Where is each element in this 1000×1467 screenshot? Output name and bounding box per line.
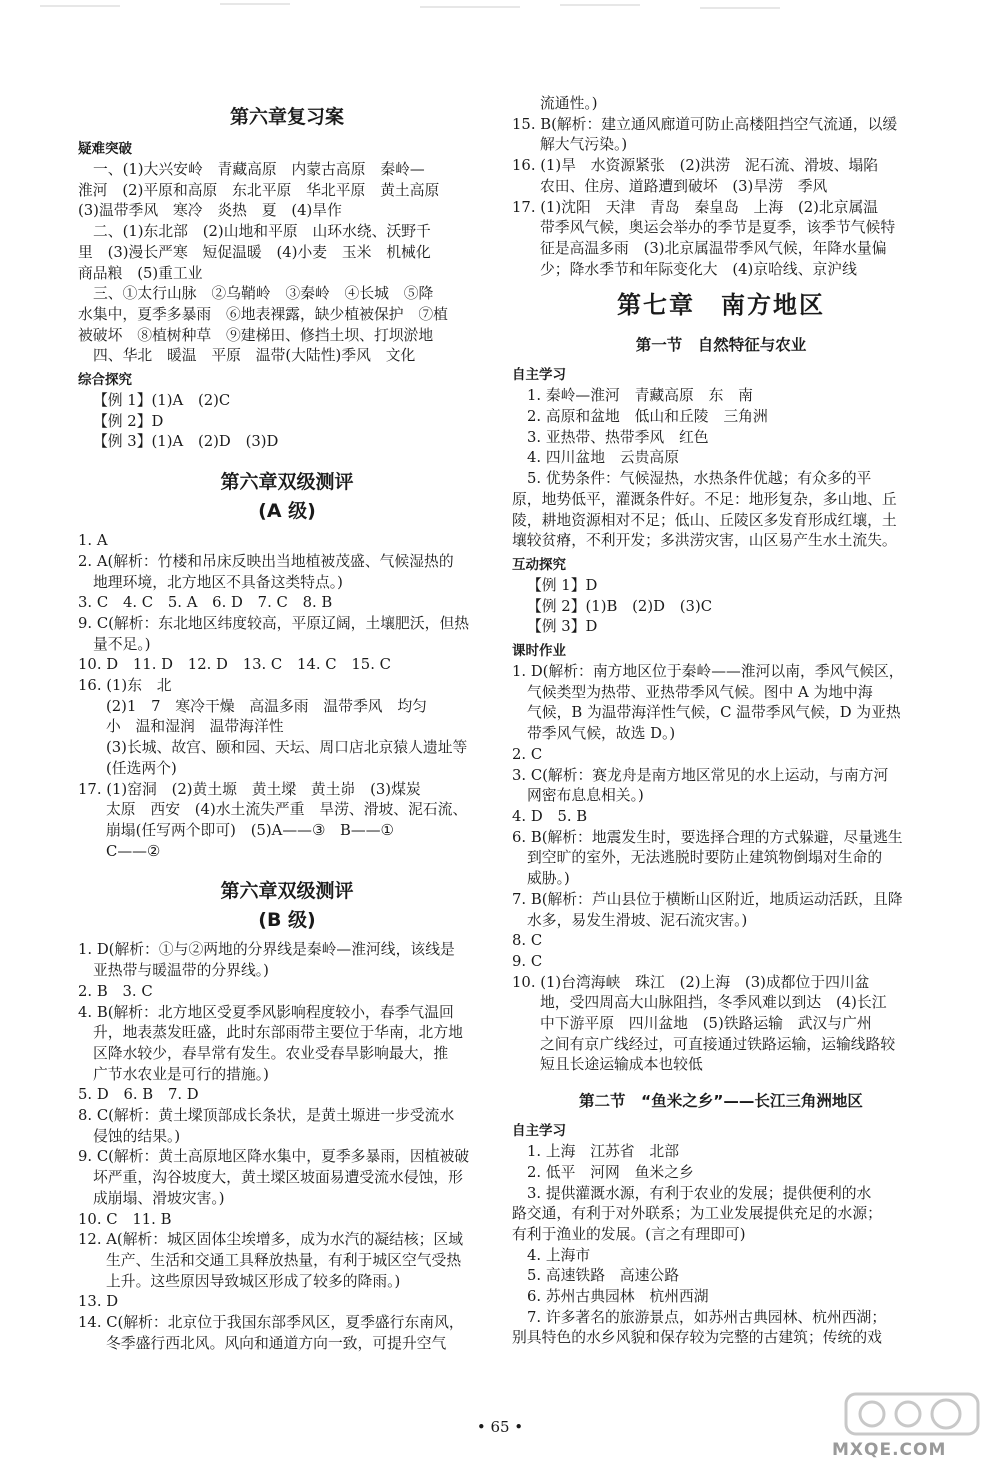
answer-line: 9. C(解析：东北地区纬度较高，平原辽阔，土壤肥沃，但热 [78,614,470,632]
answer-line: 亚热带与暖温带的分界线。) [93,962,269,980]
answer-line: 威胁。) [527,870,570,888]
example-answer: 【例 1】(1)A (2)C [93,392,231,410]
example-answer: 【例 2】D [93,412,164,430]
answer-line: 征是高温多雨 (3)北京属温带季风气候，年降水量偏 [540,239,887,257]
chapter-title: 第七章 南方地区 [617,291,825,320]
answer-line: 一、(1)大兴安岭 青藏高原 内蒙古高原 秦岭— [93,161,425,178]
answer-line: 5. 高速铁路 高速公路 [527,1267,679,1285]
watermark-text: MXQE.COM [832,1440,947,1460]
answer-line: 7. 许多著名的旅游景点，如苏州古典园林、杭州西湖； [527,1308,887,1326]
answer-line: 10. D 11. D 12. D 13. C 14. C 15. C [78,656,391,674]
answer-line: 水集中，夏季多暴雨 ⑥地表裸露，缺少植被保护 ⑦植 [78,305,448,323]
answer-line: 9. C(解析：黄土高原地区降水集中，夏季多暴雨，因植被破 [78,1148,470,1166]
answer-line: 5. D 6. B 7. D [78,1086,199,1104]
section-label-self-study: 自主学习 [512,1123,566,1140]
page-number: • 65 • [476,1418,524,1436]
answer-line: 2. 低平 河网 鱼米之乡 [527,1163,694,1181]
answer-line: 10. (1)台湾海峡 珠江 (2)上海 (3)成都位于四川盆 [512,973,870,991]
answer-line: 商品粮 (5)重工业 [78,264,203,282]
section-label-interactive: 互动探究 [512,556,566,573]
answer-line: 农田、住房、道路遭到破坏 (3)旱涝 季风 [540,177,828,195]
answer-line: 2. C [512,745,543,763]
answer-line: (3)温带季风 寒冷 炎热 夏 (4)旱作 [78,202,342,220]
answer-line: 解大气污染。) [540,136,628,154]
answer-line: 冬季盛行西北风。风向和通道方向一致，可提升空气 [106,1334,447,1352]
answer-line: 四、华北 暖温 平原 温带(大陆性)季风 文化 [93,347,416,365]
right-column [512,94,930,1349]
answer-line: 带季风气候，奥运会举办的季节是夏季，该季节气候特 [540,219,896,237]
answer-line: 路交通，有利于对外联系；为工业发展提供充足的水源； [512,1205,882,1223]
answer-line: 之间有京广线经过，可直接通过铁路运输，运输线路较 [540,1035,896,1053]
answer-line: 升，地表蒸发旺盛，此时东部雨带主要位于华南，北方地 [93,1024,463,1042]
answer-line: 6. 苏州古典园林 杭州西湖 [527,1288,709,1306]
answer-line: 4. D 5. B [512,807,588,825]
answer-line: 带季风气候，故选 D。) [527,725,676,743]
answer-line: 4. 四川盆地 云贵高原 [527,449,679,467]
example-answer: 【例 2】(1)B (2)D (3)C [527,597,713,615]
answer-line: 小 温和湿润 温带海洋性 [106,718,284,736]
answer-line: 7. B(解析：芦山县位于横断山区附近，地质运动活跃，且降 [512,890,903,908]
answer-line: 量不足。) [93,635,151,653]
answer-line: 生产、生活和交通工具释放热量，有利于城区空气受热 [106,1251,462,1269]
answer-line: 水多，易发生滑坡、泥石流灾害。) [527,911,748,929]
answer-line: C——② [106,842,161,860]
answer-line: 陵，耕地资源相对不足；低山、丘陵区多发育形成红壤，土 [512,511,897,529]
answer-line: 3. 亚热带、热带季风 红色 [527,428,709,446]
answer-line: 3. C(解析：赛龙舟是南方地区常见的水上运动，与南方河 [512,766,889,784]
section-label-homework: 课时作业 [512,643,566,660]
answer-line: 坏严重，沟谷坡度大，黄土墚区坡面易遭受流水侵蚀，形 [93,1169,463,1187]
answer-line: (任选两个) [106,759,177,777]
answer-line: 区降水较少，春旱常有发生。农业受春旱影响最大，推 [93,1044,449,1062]
answer-line: 16. (1)旱 水资源紧张 (2)洪涝 泥石流、滑坡、塌陷 [512,157,879,175]
answer-line: 1. 秦岭—淮河 青藏高原 东 南 [527,387,753,405]
answer-line: 4. 上海市 [527,1246,591,1264]
answer-line: 15. B(解析：建立通风廊道可防止高楼阻挡空气流通，以缓 [512,115,898,133]
answer-line: 1. 上海 江苏省 北部 [527,1143,679,1161]
answer-line: 崩塌(任写两个即可) (5)A——③ B——① [106,821,394,839]
answer-line: 上升。这些原因导致城区形成了较多的降雨。) [106,1272,401,1290]
section-label-integrated: 综合探究 [78,372,132,389]
answer-line: 3. C 4. C 5. A 6. D 7. C 8. B [78,594,333,612]
example-answer: 【例 3】D [527,618,598,636]
answer-line: 成崩塌、滑坡灾害。) [93,1189,225,1207]
answer-line: 少；降水季节和年际变化大 (4)京哈线、京沪线 [540,260,857,278]
answer-line: 地，受四周高大山脉阻挡，冬季风难以到达 (4)长江 [540,994,887,1012]
answer-line: 壤较贫瘠，不利开发；多洪涝灾害，山区易产生水土流失。 [512,532,897,550]
answer-line: 14. C(解析：北京位于我国东部季风区，夏季盛行东南风， [78,1314,464,1332]
answer-line: 气候，B 为温带海洋性气候，C 温带季风气候，D 为亚热 [527,704,901,722]
answer-line: 淮河 (2)平原和高原 东北平原 华北平原 黄土高原 [78,181,440,199]
answer-line: 里 (3)漫长严寒 短促温暖 (4)小麦 玉米 机械化 [78,243,431,261]
answer-line: 被破坏 ⑧植树种草 ⑨建梯田、修挡土坝、打坝淤地 [78,326,434,344]
answer-line: 1. D(解析：①与②两地的分界线是秦岭—淮河线，该线是 [78,941,455,959]
top-scan-marks [0,0,1000,14]
answer-line: (3)长城、故宫、颐和园、天坛、周口店北京猿人遗址等 [106,739,468,757]
answer-line: 6. B(解析：地震发生时，要选择合理的方式躲避，尽量逃生 [512,828,903,846]
section-label-difficulties: 疑难突破 [78,141,132,157]
example-answer: 【例 1】D [527,576,598,594]
answer-line: 2. B 3. C [78,982,153,1000]
answer-line: 中下游平原 四川盆地 (5)铁路运输 武汉与广州 [540,1015,872,1033]
answer-line: 原，地势低平，灌溉条件好。不足：地形复杂，多山地、丘 [512,490,897,508]
test-b-title: 第六章双级测评 [220,880,354,903]
answer-line: 10. C 11. B [78,1210,172,1228]
answer-line: 8. C [512,932,543,950]
answer-line: 3. 提供灌溉水源，有利于农业的发展；提供便利的水 [527,1184,872,1202]
left-column [78,96,496,1354]
answer-line: 16. (1)东 北 [78,677,172,695]
answer-line: 1. D(解析：南方地区位于秦岭——淮河以南，季风气候区， [512,663,904,681]
section-label-self-study: 自主学习 [512,367,566,384]
answer-line: 4. B(解析：北方地区受夏季风影响程度较小，春季气温回 [78,1003,454,1021]
section-title-1: 第一节 自然特征与农业 [635,336,807,355]
answer-line: 广节水农业是可行的措施。) [93,1065,269,1083]
test-b-level: (B 级) [258,909,316,932]
answer-line: 1. A [78,532,108,550]
answer-line: 12. A(解析：城区固体尘埃增多，成为水汽的凝结核；区域 [78,1231,464,1249]
answer-line: 气候类型为热带、亚热带季风气候。图中 A 为地中海 [527,683,873,701]
review-title: 第六章复习案 [229,106,344,128]
answer-line: 到空旷的室外，无法逃脱时要防止建筑物倒塌对生命的 [527,849,883,867]
section-title-2: 第二节 “鱼米之乡”——长江三角洲地区 [579,1092,863,1111]
answer-line: 别具特色的水乡风貌和保存较为完整的古建筑；传统的戏 [512,1329,882,1347]
answer-line: 网密布息息相关。) [527,787,644,805]
test-a-title: 第六章双级测评 [220,471,354,494]
answer-line: 侵蚀的结果。) [93,1127,181,1145]
answer-line: 8. C(解析：黄土墚顶部成长条状，是黄土塬进一步受流水 [78,1107,455,1125]
answer-line: 2. 高原和盆地 低山和丘陵 三角洲 [527,408,768,426]
answer-line: 太原 西安 (4)水土流失严重 旱涝、滑坡、泥石流、 [106,801,468,819]
test-a-level: (A 级) [258,500,316,523]
answer-line: 流通性。) [540,95,598,112]
example-answer: 【例 3】(1)A (2)D (3)D [93,433,279,451]
answer-line: 二、(1)东北部 (2)山地和平原 山环水绕、沃野千 [93,223,431,241]
answer-line: 地理环境，北方地区不具备这类特点。) [93,573,343,591]
answer-line: 13. D [78,1293,119,1311]
answer-line: 5. 优势条件：气候湿热，水热条件优越；有众多的平 [527,470,872,488]
answer-line: 9. C [512,952,543,970]
answer-line: (2)1 7 寒冷干燥 高温多雨 温带季风 均匀 [106,697,427,715]
answer-line: 短且长途运输成本也较低 [540,1056,703,1074]
answer-line: 有利于渔业的发展。(言之有理即可) [512,1225,746,1243]
answer-line: 17. (1)沈阳 天津 青岛 秦皇岛 上海 (2)北京属温 [512,198,879,216]
answer-line: 三、①太行山脉 ②乌鞘岭 ③秦岭 ④长城 ⑤降 [93,285,434,303]
answer-line: 17. (1)窑洞 (2)黄土塬 黄土墚 黄土峁 (3)煤炭 [78,780,421,798]
answer-line: 2. A(解析：竹楼和吊床反映出当地植被茂盛、气候湿热的 [78,552,454,570]
